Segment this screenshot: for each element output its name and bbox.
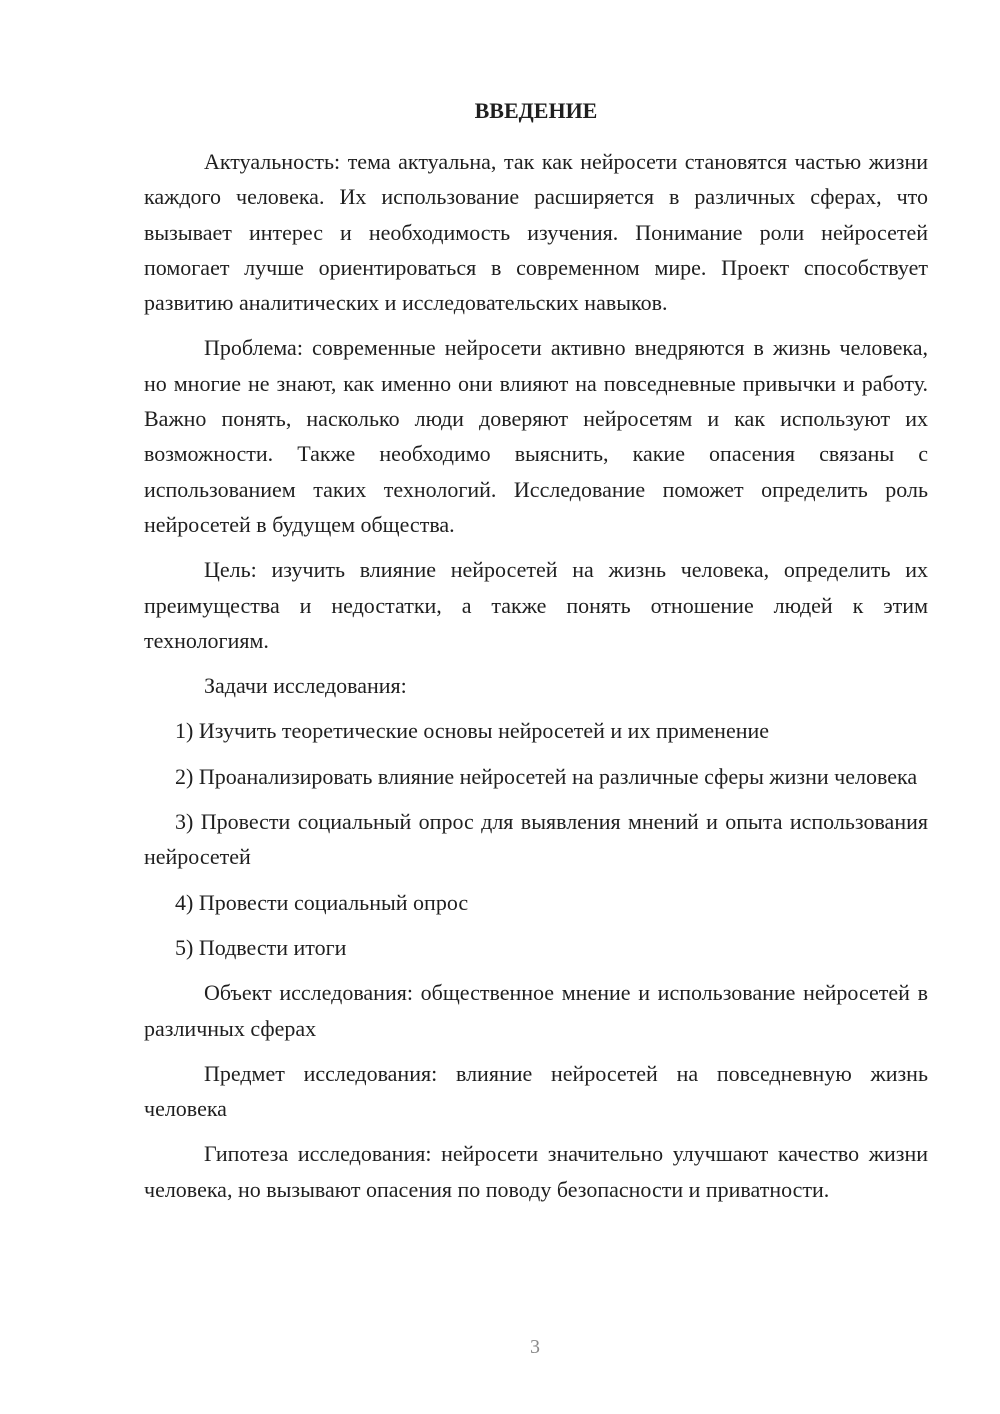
- paragraph-object: Объект исследования: общественное мнение и использование нейросетей в различных сферах: [144, 980, 928, 1041]
- task-item: 4) Провести социальный опрос: [175, 889, 469, 915]
- paragraph-goal: Цель: изучить влияние нейросетей на жизнь человека, определить их преимущества и недостатки, а также понять отношение людей к этим технологиям.: [144, 557, 928, 653]
- task-item: 5) Подвести итоги: [175, 934, 347, 960]
- paragraph-subject: Предмет исследования: влияние нейросетей на повседневную жизнь человека: [144, 1060, 928, 1122]
- paragraph-problem: Проблема: современные нейросети активно внедряются в жизнь человека, но многие не знают, как именно они влияют на повседневные привычки и работу. Важно понять, насколько люди доверяют нейросетям и как используют их возможности. Также необходимо выяснить, какие опасения связаны с использованием таких технологий. Исследование поможет определить роль нейросетей в будущем общества.: [144, 335, 928, 537]
- task-item: 2) Проанализировать влияние нейросетей на различные сферы жизни человека: [175, 763, 918, 789]
- paragraph-relevance: Актуальность: тема актуальна, так как нейросети становятся частью жизни каждого человека. Их использование расширяется в различных сферах, что вызывает интерес и необходимость изучения. Понимание роли нейросетей помогает лучше ориентироваться в современном мире. Проект способствует развитию аналитических и исследовательских навыков.: [144, 149, 928, 316]
- tasks-heading: Задачи исследования:: [204, 673, 407, 699]
- page-title: ВВЕДЕНИЕ: [474, 98, 598, 123]
- page-content: [144, 95, 928, 1207]
- page-number: 3: [530, 1336, 540, 1358]
- task-item: 1) Изучить теоретические основы нейросетей и их применение: [175, 718, 770, 744]
- paragraph-hypothesis: Гипотеза исследования: нейросети значительно улучшают качество жизни человека, но вызывают опасения по поводу безопасности и приватности.: [144, 1141, 928, 1202]
- task-item: 3) Провести социальный опрос для выявления мнений и опыта использования нейросетей: [144, 809, 928, 870]
